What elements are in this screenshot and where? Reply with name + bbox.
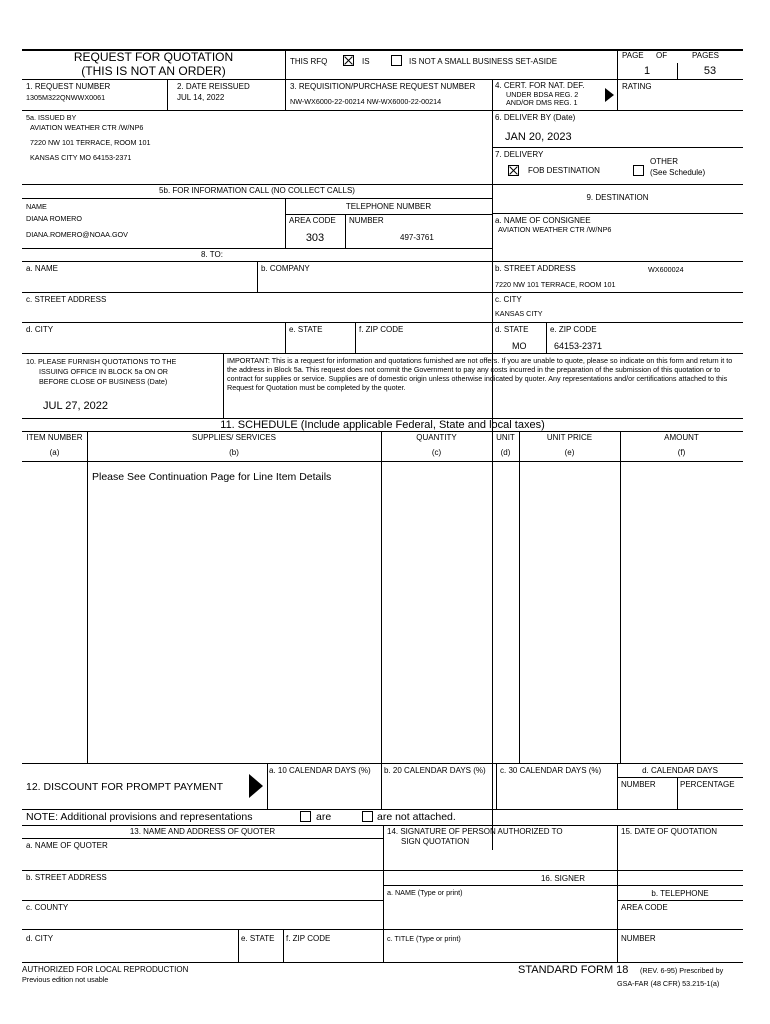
area-code-label: AREA CODE <box>289 216 336 225</box>
info-call-label: 5b. FOR INFORMATION CALL (NO COLLECT CALLS) <box>159 186 355 195</box>
col-item-number-sub: (a) <box>49 448 60 457</box>
discount-number-label: NUMBER <box>621 780 656 789</box>
to-name-label: a. NAME <box>26 264 59 273</box>
consignee-value: AVIATION WEATHER CTR /W/NP6 <box>498 225 612 234</box>
col-item-number: ITEM NUMBER <box>26 433 83 442</box>
fob-destination-checkbox[interactable] <box>508 165 519 176</box>
footer-revision: (REV. 6-95) Prescribed by <box>640 966 724 975</box>
area-code-value: 303 <box>305 232 325 244</box>
provisions-are-label: are <box>316 811 332 823</box>
quoter-street-label: b. STREET ADDRESS <box>26 873 107 882</box>
col-quantity: QUANTITY <box>416 433 457 442</box>
quotation-due-date: JUL 27, 2022 <box>43 400 109 412</box>
col-unit-price-sub: (e) <box>564 448 575 457</box>
schedule-title: 11. SCHEDULE (Include applicable Federal, State and local taxes) <box>220 419 545 431</box>
quoter-block-label: 13. NAME AND ADDRESS OF QUOTER <box>129 827 276 836</box>
provisions-are-checkbox[interactable] <box>300 811 311 822</box>
discount-label: 12. DISCOUNT FOR PROMPT PAYMENT <box>26 781 223 793</box>
contact-email: DIANA.ROMERO@NOAA.GOV <box>26 230 128 239</box>
consignee-label: a. NAME OF CONSIGNEE <box>495 216 591 225</box>
date-reissued-label: 2. DATE REISSUED <box>177 82 250 91</box>
quoter-name-label: a. NAME OF QUOTER <box>26 841 108 850</box>
request-number-value: 1305M322QNWWX0061 <box>26 93 106 102</box>
to-state-label: e. STATE <box>289 325 323 334</box>
requisition-value: NW-WX6000-22-00214 NW-WX6000-22-00214 <box>290 97 442 106</box>
date-reissued-value: JUL 14, 2022 <box>177 93 225 102</box>
issued-by-line3: KANSAS CITY MO 64153-2371 <box>30 153 132 162</box>
discount-10-days: a. 10 CALENDAR DAYS (%) <box>269 766 371 775</box>
deliver-by-date: JAN 20, 2023 <box>505 131 572 143</box>
to-label: 8. TO: <box>201 250 223 259</box>
of-label: OF <box>656 51 668 60</box>
furnish-label-3: BEFORE CLOSE OF BUSINESS (Date) <box>39 377 168 386</box>
dest-state-value: MO <box>512 341 527 351</box>
contact-name-label: NAME <box>26 202 47 211</box>
rating-label: RATING <box>622 82 652 91</box>
signature-label-1: 14. SIGNATURE OF PERSON AUTHORIZED TO <box>387 827 563 836</box>
col-unit-price: UNIT PRICE <box>546 433 593 442</box>
cert-label-2: UNDER BDSA REG. 2 <box>506 90 579 99</box>
deliver-by-label: 6. DELIVER BY (Date) <box>495 113 576 122</box>
dest-zip-value: 64153-2371 <box>554 341 603 351</box>
col-unit: UNIT <box>496 433 515 442</box>
dest-street-value: 7220 NW 101 TERRACE, ROOM 101 <box>495 280 616 289</box>
col-amount-sub: (f) <box>677 448 686 457</box>
footer-authorized: AUTHORIZED FOR LOCAL REPRODUCTION <box>22 965 189 974</box>
signature-label-2: SIGN QUOTATION <box>401 837 470 846</box>
col-quantity-sub: (c) <box>431 448 442 457</box>
schedule-content: Please See Continuation Page for Line Item Details <box>92 471 332 483</box>
rfq-is-label: IS <box>362 57 370 66</box>
to-street-label: c. STREET ADDRESS <box>26 295 107 304</box>
issued-by-line2: 7220 NW 101 TERRACE, ROOM 101 <box>30 138 151 147</box>
issued-by-line1: AVIATION WEATHER CTR /W/NP6 <box>30 123 144 132</box>
to-company-label: b. COMPANY <box>261 264 310 273</box>
quoter-county-label: c. COUNTY <box>26 903 69 912</box>
discount-calendar-days: d. CALENDAR DAYS <box>642 766 718 775</box>
total-pages: 53 <box>703 65 717 77</box>
discount-30-days: c. 30 CALENDAR DAYS (%) <box>500 766 602 775</box>
quoter-city-label: d. CITY <box>26 934 54 943</box>
col-amount: AMOUNT <box>664 433 699 442</box>
arrow-icon <box>605 88 614 102</box>
phone-number-label: NUMBER <box>349 216 384 225</box>
signer-title-label: c. TITLE (Type or print) <box>387 934 461 943</box>
rfq-is-not-label: IS NOT A SMALL BUSINESS SET-ASIDE <box>409 57 558 66</box>
cert-label-3: AND/OR DMS REG. 1 <box>506 98 578 107</box>
signer-label: 16. SIGNER <box>540 874 585 883</box>
dest-street-label: b. STREET ADDRESS <box>495 264 576 273</box>
requisition-label: 3. REQUISITION/PURCHASE REQUEST NUMBER <box>290 82 476 91</box>
footer-form-name: STANDARD FORM 18 <box>518 964 629 976</box>
discount-percentage-label: PERCENTAGE <box>680 780 735 789</box>
date-of-quotation-label: 15. DATE OF QUOTATION <box>621 827 718 836</box>
page-label: PAGE <box>622 51 644 60</box>
note-text: NOTE: Additional provisions and representations <box>26 811 253 823</box>
col-supplies-services: SUPPLIES/ SERVICES <box>192 433 276 442</box>
other-sub-label: (See Schedule) <box>650 168 706 177</box>
dest-city-value: KANSAS CITY <box>495 309 543 318</box>
important-notice: IMPORTANT: This is a request for information and quotations furnished are not offers. If you are unable to quote, please so indicate on this form and return it to the address in Block 5a. This request does not commit the Government to pay any costs incurred in the preparation of the submission of this quotation or to contract for supplies or service. Supplies are of domestic origin unless otherwise indicated by quoter. Any representations and/or certifications attached to this Request for Quotation must be completed by the quoter. <box>227 356 733 392</box>
signer-name-label: a. NAME (Type or print) <box>387 888 463 897</box>
delivery-label: 7. DELIVERY <box>495 150 544 159</box>
provisions-are-not-checkbox[interactable] <box>362 811 373 822</box>
signer-telephone-label: b. TELEPHONE <box>651 889 709 898</box>
col-supplies-services-sub: (b) <box>229 448 239 457</box>
footer-far-reference: GSA-FAR (48 CFR) 53.215-1(a) <box>617 979 720 988</box>
other-checkbox[interactable] <box>633 165 644 176</box>
discount-20-days: b. 20 CALENDAR DAYS (%) <box>384 766 486 775</box>
col-unit-sub: (d) <box>500 448 511 457</box>
dest-street-code: WX600024 <box>648 265 684 274</box>
cert-label-1: 4. CERT. FOR NAT. DEF. <box>495 81 585 90</box>
quoter-zip-label: f. ZIP CODE <box>286 934 331 943</box>
other-label: OTHER <box>650 157 678 166</box>
signer-area-code-label: AREA CODE <box>621 903 668 912</box>
request-number-label: 1. REQUEST NUMBER <box>26 82 111 91</box>
form-subtitle: (THIS IS NOT AN ORDER) <box>81 64 226 78</box>
telephone-label: TELEPHONE NUMBER <box>345 202 432 211</box>
footer-previous-edition: Previous edition not usable <box>22 975 109 984</box>
dest-city-label: c. CITY <box>495 295 522 304</box>
rfq-is-not-checkbox[interactable] <box>391 55 402 66</box>
quoter-state-label: e. STATE <box>241 934 275 943</box>
provisions-are-not-label: are not attached. <box>377 811 456 823</box>
to-city-label: d. CITY <box>26 325 54 334</box>
dest-state-label: d. STATE <box>495 325 529 334</box>
to-zip-label: f. ZIP CODE <box>359 325 404 334</box>
phone-number-value: 497-3761 <box>400 233 434 242</box>
pages-label: PAGES <box>692 51 719 60</box>
furnish-label-2: ISSUING OFFICE IN BLOCK 5a ON OR <box>39 367 168 376</box>
furnish-label-1: 10. PLEASE FURNISH QUOTATIONS TO THE <box>26 357 177 366</box>
discount-arrow-icon <box>249 774 263 798</box>
this-rfq-label: THIS RFQ <box>290 57 328 66</box>
destination-label: 9. DESTINATION <box>586 193 649 202</box>
dest-zip-label: e. ZIP CODE <box>550 325 597 334</box>
contact-name: DIANA ROMERO <box>26 214 82 223</box>
page-number: 1 <box>643 65 651 77</box>
fob-destination-label: FOB DESTINATION <box>528 166 600 175</box>
form-title: REQUEST FOR QUOTATION <box>73 50 234 64</box>
issued-by-label: 5a. ISSUED BY <box>26 113 77 122</box>
signer-number-label: NUMBER <box>621 934 656 943</box>
rfq-is-checkbox[interactable] <box>343 55 354 66</box>
